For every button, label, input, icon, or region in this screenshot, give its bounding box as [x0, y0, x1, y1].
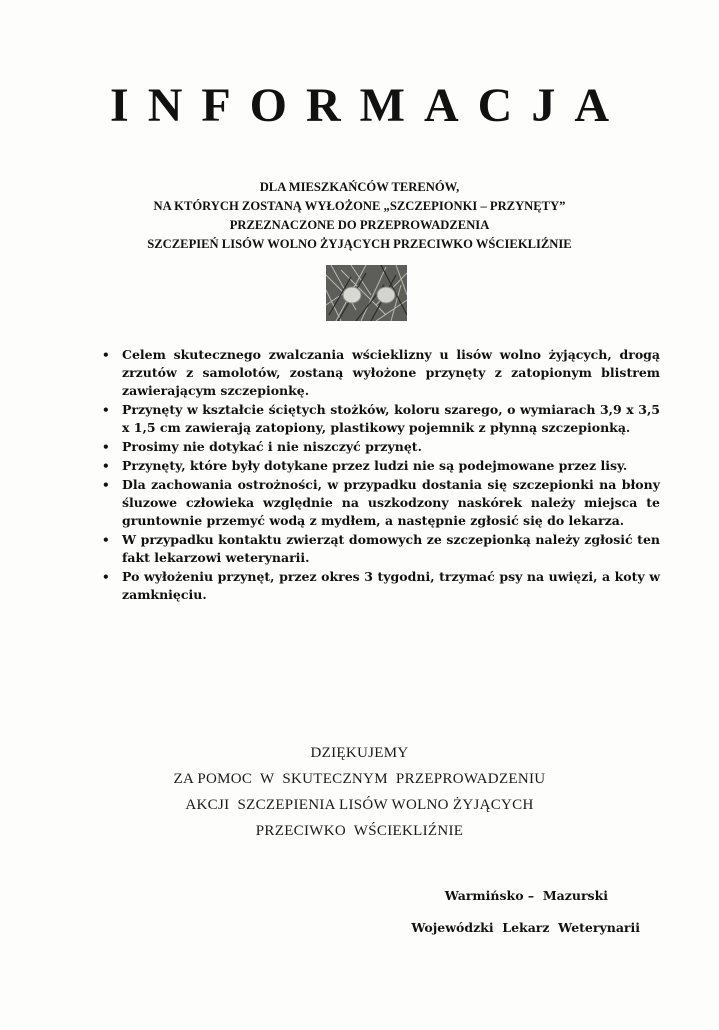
bullet-icon: •	[102, 459, 110, 473]
list-item-text: Po wyłożeniu przynęt, przez okres 3 tygodni, trzymać psy na uwięzi, a koty w zamknięciu.	[122, 569, 660, 602]
list-item-text: Dla zachowania ostrożności, w przypadku dostania się szczepionki na błony śluzowe człowieka względnie na uszkodzony naskórek należy miejsca te gruntownie przemyć wodą z mydłem, a następnie zgłosić się do lekarza.	[122, 477, 660, 528]
bullet-icon: •	[102, 348, 110, 362]
list-item	[100, 531, 660, 567]
bullet-icon: •	[102, 570, 110, 584]
list-item	[100, 476, 660, 530]
bullet-icon: •	[102, 440, 110, 454]
list-item	[100, 457, 660, 475]
subtitle-line: NA KTÓRYCH ZOSTANĄ WYŁOŻONE „SZCZEPIONKI – PRZYNĘTY”	[153, 199, 566, 213]
list-item-text: W przypadku kontaktu zwierząt domowych ze szczepionką należy zgłosić ten fakt lekarzowi weterynarii.	[122, 532, 660, 565]
thanks-line: AKCJI SZCZEPIENIA LISÓW WOLNO ŻYJĄCYCH	[185, 797, 534, 813]
page-title: INFORMACJA	[110, 79, 628, 132]
list-item	[100, 401, 660, 437]
list-item-text: Prosimy nie dotykać i nie niszczyć przynęt.	[122, 439, 422, 454]
bait-photo	[326, 265, 407, 321]
signature-block	[411, 880, 640, 944]
thanks-line: ZA POMOC W SKUTECZNYM PRZEPROWADZENIU	[173, 771, 546, 787]
subtitle-line: PRZEZNACZONE DO PRZEPROWADZENIA	[229, 218, 490, 232]
bullet-icon: •	[102, 533, 110, 547]
thanks-block	[0, 740, 719, 844]
bullet-icon: •	[102, 403, 110, 417]
thanks-line: DZIĘKUJEMY	[310, 745, 409, 761]
list-item-text: Przynęty, które były dotykane przez ludzi nie są podejmowane przez lisy.	[122, 458, 628, 473]
signature-line: Warmińsko – Mazurski	[444, 888, 608, 903]
list-item	[100, 438, 660, 456]
info-bullet-list	[100, 346, 660, 605]
list-item-text: Celem skutecznego zwalczania wścieklizny u lisów wolno żyjących, drogą zrzutów z samolotów, zostaną wyłożone przynęty z zatopionym blistrem zawierającym szczepionkę.	[122, 347, 660, 398]
list-item-text: Przynęty w kształcie ściętych stożków, koloru szarego, o wymiarach 3,9 x 3,5 x 1,5 cm zawierają zatopiony, plastikowy pojemnik z płynną szczepionką.	[122, 402, 660, 435]
thanks-line: PRZECIWKO WŚCIEKLIŹNIE	[255, 823, 464, 839]
list-item	[100, 346, 660, 400]
subtitle-line: SZCZEPIEŃ LISÓW WOLNO ŻYJĄCYCH PRZECIWKO WŚCIEKLIŹNIE	[147, 237, 572, 251]
signature-line: Wojewódzki Lekarz Weterynarii	[411, 920, 640, 935]
bait-photo-image	[326, 265, 407, 321]
bullet-icon: •	[102, 478, 110, 492]
list-item	[100, 568, 660, 604]
subtitle-line: DLA MIESZKAŃCÓW TERENÓW,	[259, 180, 460, 194]
subtitle-block	[0, 178, 719, 254]
